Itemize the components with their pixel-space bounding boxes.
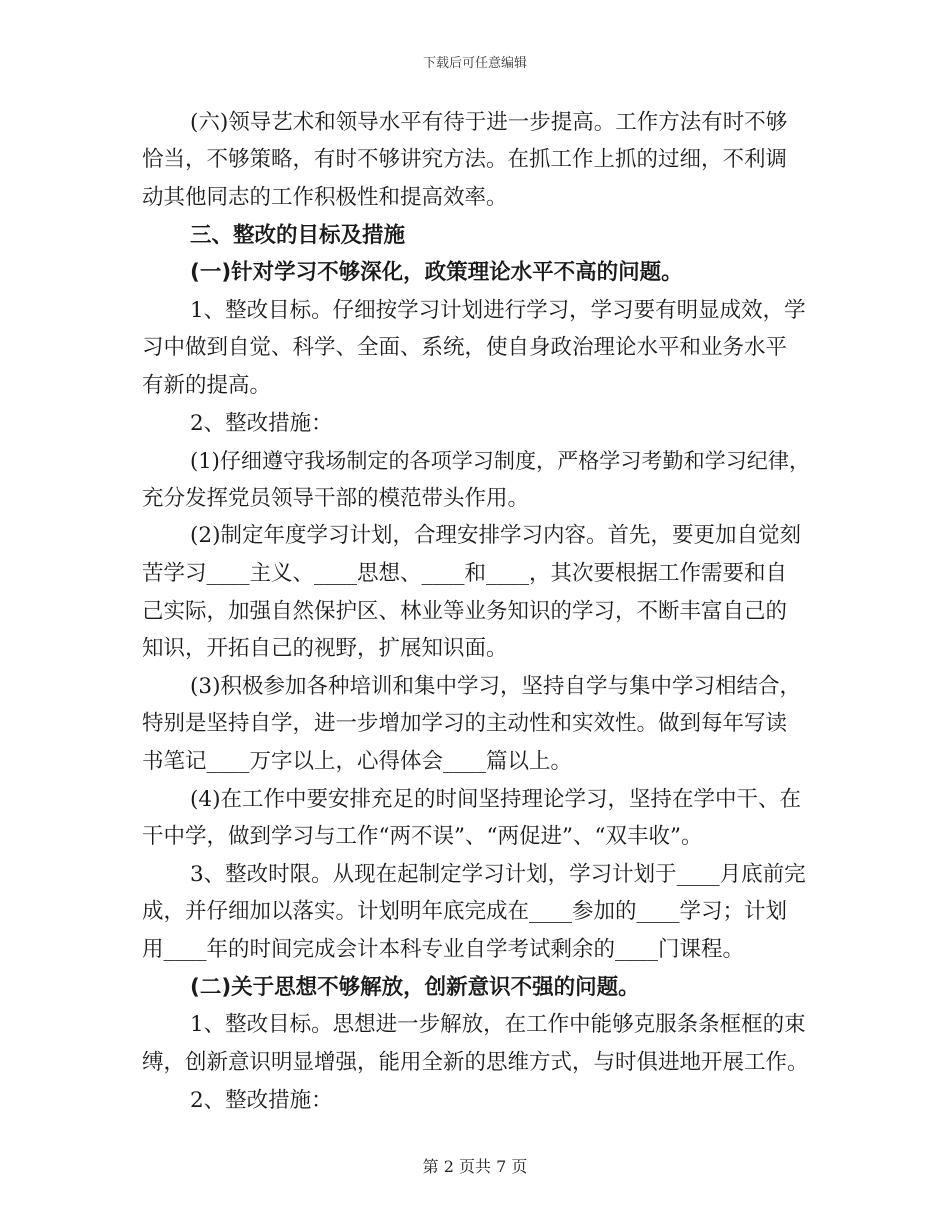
section-heading: 三、整改的目标及措施 [190, 223, 406, 248]
text-line: 知识，开拓自己的视野，扩展知识面。 [142, 636, 508, 661]
text-line: (2)制定年度学习计划，合理安排学习内容。首先，要更加自觉刻 [190, 523, 801, 548]
text-line: 己实际，加强自然保护区、林业等业务知识的学习，不断丰富自己的 [142, 599, 788, 624]
text-line: (1)仔细遵守我场制定的各项学习制度，严格学习考勤和学习纪律， [190, 448, 811, 473]
text-line: 干中学，做到学习与工作“两不误”、“两促进”、“双丰收”。 [142, 824, 703, 849]
text-line: 1、整改目标。思想进一步解放，在工作中能够克服条条框框的束 [190, 1012, 806, 1037]
text-line: (六)领导艺术和领导水平有待于进一步提高。工作方法有时不够 [190, 110, 788, 135]
text-line: (4)在工作中要安排充足的时间坚持理论学习，坚持在学中干、在 [190, 787, 801, 812]
text-line: 恰当，不够策略，有时不够讲究方法。在抓工作上抓的过细，不利调 [142, 147, 788, 172]
page-header: 下载后可任意编辑 [422, 56, 527, 71]
subsection-heading: (一)针对学习不够深化，政策理论水平不高的问题。 [190, 260, 683, 285]
text-line: 缚，创新意识明显增强，能用全新的思维方式，与时俱进地开展工作。 [142, 1050, 809, 1075]
text-line: 充分发挥党员领导干部的模范带头作用。 [142, 486, 530, 511]
text-line: 书笔记____万字以上，心得体会____篇以上。 [142, 749, 573, 774]
text-line: 动其他同志的工作积极性和提高效率。 [142, 185, 508, 210]
text-line: 1、整改目标。仔细按学习计划进行学习，学习要有明显成效，学 [190, 298, 806, 323]
text-line: 2、整改措施： [190, 1088, 333, 1113]
text-line: 习中做到自觉、科学、全面、系统，使自身政治理论水平和业务水平 [142, 335, 788, 360]
text-line: 2、整改措施： [190, 411, 333, 436]
text-line: 3、整改时限。从现在起制定学习计划，学习计划于____月底前完 [190, 862, 806, 887]
subsection-heading: (二)关于思想不够解放，创新意识不强的问题。 [190, 975, 640, 1000]
text-line: 成，并仔细加以落实。计划明年底完成在____参加的____学习；计划 [142, 899, 788, 924]
text-line: 用____年的时间完成会计本科专业自学考试剩余的____门课程。 [142, 937, 745, 962]
text-line: 特别是坚持自学，进一步增加学习的主动性和实效性。做到每年写读 [142, 711, 788, 736]
text-line: (3)积极参加各种培训和集中学习，坚持自学与集中学习相结合， [190, 674, 801, 699]
page-footer: 第 2 页共 7 页 [422, 1157, 528, 1176]
text-line: 苦学习____主义、____思想、____和____，其次要根据工作需要和自 [142, 561, 788, 586]
text-line: 有新的提高。 [142, 373, 272, 398]
